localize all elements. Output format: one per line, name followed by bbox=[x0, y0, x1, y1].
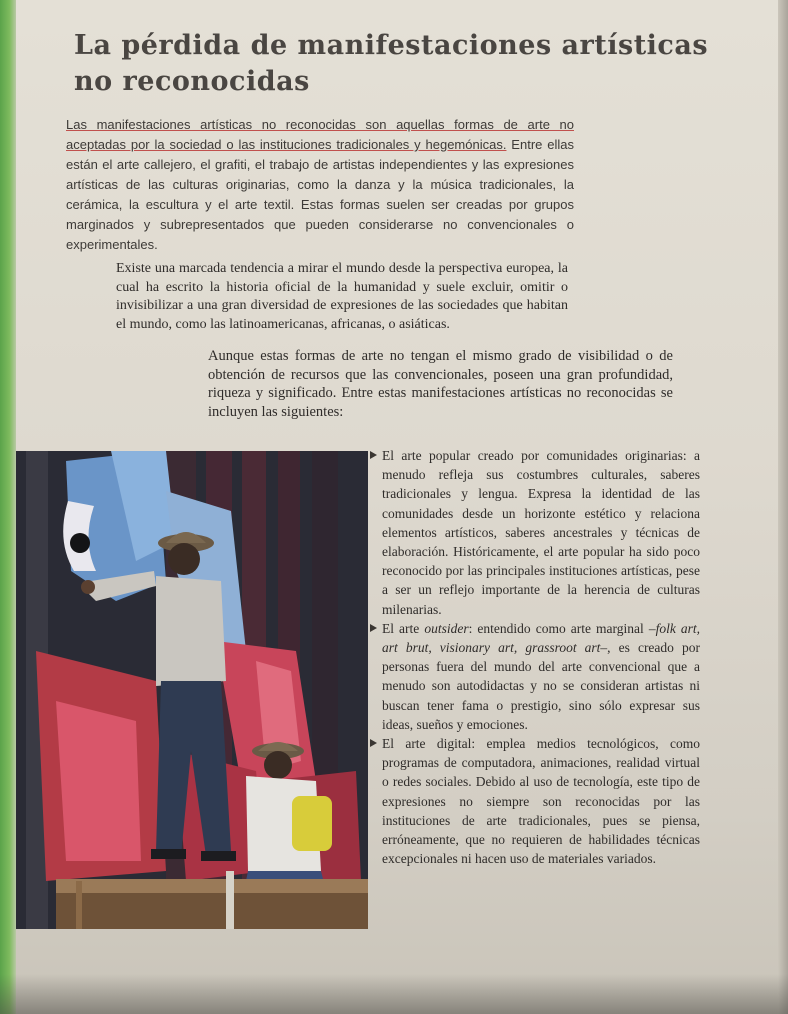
intro-rest: Entre ellas están el arte callejero, el grafiti, el trabajo de artistas independientes y las expresiones artísticas de las culturas originarias, como la danza y la música tradicionales, la cerámica, la escultura y el arte textil. Estas formas suelen ser creadas por grupos marginados y subrepresentados que pueden considerarse no convencionales o experimentales. bbox=[66, 137, 574, 252]
intro-underlined-sentence: Las manifestaciones artísticas no reconocidas son aquellas formas de arte no aceptadas por la sociedad o las instituciones tradicionales y hegemónicas. bbox=[66, 117, 574, 152]
unrecognized-art-list bbox=[370, 446, 700, 868]
paragraph-visibility: Aunque estas formas de arte no tengan el mismo grado de visibilidad o de obtención de recursos que las convencionales, poseen una gran profundidad, riqueza y significado. Entre estas manifestaciones artísticas no reconocidas se incluyen las siguientes: bbox=[208, 348, 673, 420]
green-page-edge bbox=[0, 0, 16, 1014]
paragraph-european-perspective: Existe una marcada tendencia a mirar el mundo desde la perspectiva europea, la cual ha escrito la historia oficial de la humanidad y suele excluir, omitir o invisibilizar a una gran diversidad de expresiones de las sociedades que habitan el mundo, como las latinoamericanas, africanas, o asiáticas. bbox=[116, 261, 568, 332]
list-item: El arte outsider: entendido como arte marginal –folk art, art brut, visionary art, grassroot art–, es creado por personas fuera del mundo del arte convencional que a menudo son autodidactas y no se consideran artistas ni buscan tener fama o prestigio, sino sólo expresar sus ideas, sueños y emociones. bbox=[370, 619, 700, 734]
intro-paragraph bbox=[66, 115, 574, 255]
mural-illustration bbox=[16, 451, 368, 929]
page-title: La pérdida de manifestaciones artísticas no reconocidas bbox=[74, 30, 709, 97]
page-edge-right bbox=[778, 0, 788, 1014]
list-item: El arte popular creado por comunidades originarias: a menudo refleja sus costumbres culturales, saberes tradicionales y lengua. Expresa la identidad de las comunidades desde un horizonte estético y relaciona elementos artísticos, saberes ancestrales y técnicas de elaboración. Históricamente, el arte popular ha sido poco reconocido por las principales instituciones artísticas, pese a ser un reflejo importante de la herencia de culturas milenarias. bbox=[370, 446, 700, 619]
mural-painting-photo bbox=[16, 451, 368, 929]
list-item: El arte digital: emplea medios tecnológicos, como programas de computadora, animaciones, realidad virtual o redes sociales. Debido al uso de tecnología, este tipo de expresiones no siempre son reconocidas por las instituciones de arte tradicionales, pues se piensa, erróneamente, que no requieren de habilidades técnicas excepcionales ni hacen uso de materiales variados. bbox=[370, 734, 700, 868]
scaffold bbox=[56, 871, 368, 929]
bottom-shadow bbox=[0, 974, 788, 1014]
